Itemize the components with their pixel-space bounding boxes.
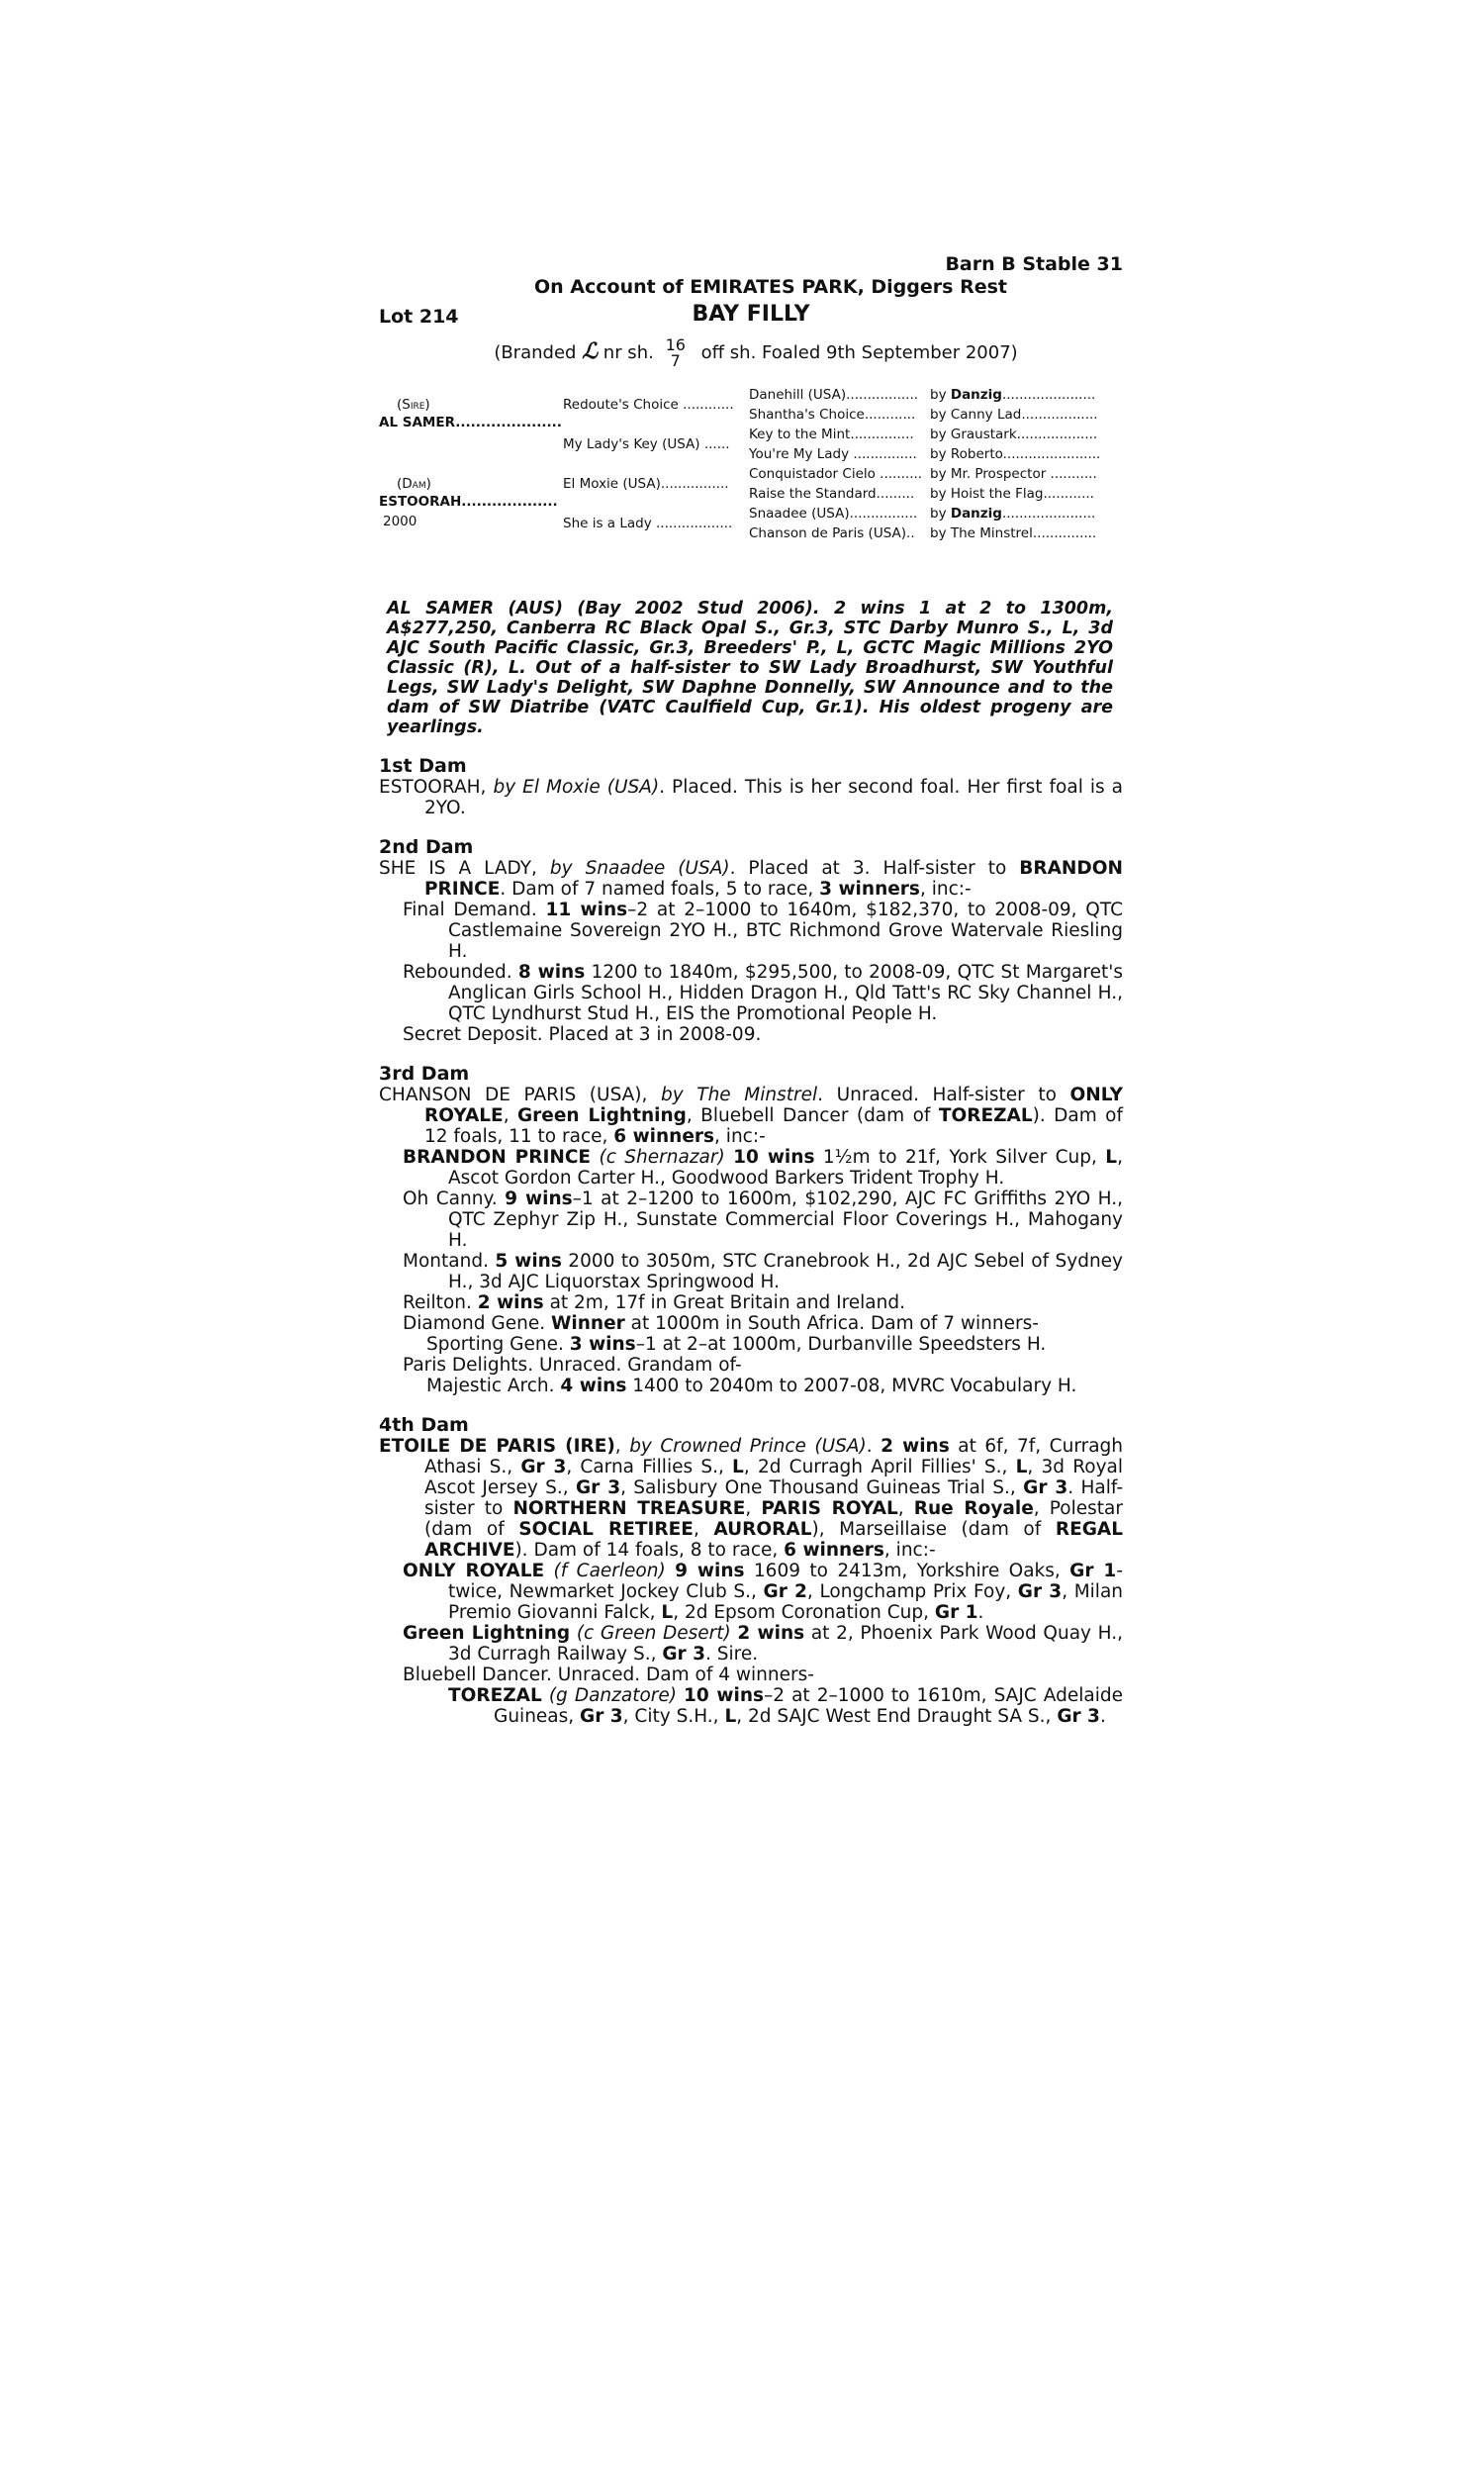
fourth-dam-gr3c: Gr 3 — [1023, 1477, 1068, 1498]
ped-g3-4-by: by — [930, 466, 947, 482]
ped-g3-1-by: by — [930, 407, 947, 423]
ped-g3-4-text: Mr. Prospector — [950, 466, 1047, 482]
progeny-grade: Gr 3 — [580, 1706, 623, 1727]
brand-line — [379, 332, 1123, 371]
progeny-record: –2 at 2–1000 to 1610m, SAJC Adelaide Guineas, — [494, 1685, 1123, 1727]
fourth-dam-heading: 4th Dam — [379, 1414, 469, 1436]
ped-g2-5: Raise the Standard......... — [749, 486, 915, 502]
progeny-name: Diamond Gene. — [403, 1313, 551, 1334]
progeny-entry — [379, 1376, 1123, 1396]
third-dam-b3: TOREZAL — [938, 1105, 1033, 1126]
progeny-name: Reilton. — [403, 1292, 478, 1313]
progeny-record: . — [977, 1602, 984, 1623]
brand-number-top: 16 — [665, 335, 686, 354]
catalogue-page — [379, 252, 1123, 1727]
fourth-dam-La: L — [732, 1457, 744, 1477]
progeny-wins: 5 wins — [495, 1251, 562, 1272]
progeny-sex: (c Green Desert) — [576, 1623, 731, 1644]
fourth-dam-sr: SOCIAL RETIREE — [518, 1519, 694, 1540]
ped-g3-1-text: Canny Lad — [950, 407, 1022, 423]
second-dam-bold1: BRANDON PRINCE — [424, 858, 1123, 900]
second-dam-text1: . Placed at 3. Half-sister to — [729, 858, 1020, 879]
ped-g3-7: by The Minstrel............... — [930, 525, 1097, 541]
fourth-dam-t11: ), Marseillaise (dam of — [811, 1519, 1056, 1540]
ped-g2-4: Conquistador Cielo .......... — [749, 466, 923, 482]
progeny-record: –2 at 2–1000 to 1640m, $182,370, to 2008-09, QTC Castlemaine Sovereign 2YO H., BTC Richmond Grove Watervale Riesling H. — [448, 900, 1123, 962]
first-dam-heading: 1st Dam — [379, 755, 467, 777]
second-dam-by: by Snaadee (USA) — [549, 858, 730, 879]
progeny-record: . Sire. — [704, 1644, 759, 1665]
second-dam-heading: 2nd Dam — [379, 836, 474, 858]
third-dam-t1: . Unraced. Half-sister to — [817, 1085, 1070, 1105]
progeny-grade: Gr 3 — [662, 1644, 705, 1665]
fourth-dam-gr3b: Gr 3 — [575, 1477, 621, 1498]
progeny-wins: 10 wins — [684, 1685, 765, 1706]
ped-g2-0: Danehill (USA)................. — [749, 387, 919, 403]
progeny-name: Sporting Gene. — [426, 1334, 570, 1355]
progeny-record: 1200 to 1840m, $295,500, to 2008-09, QTC St Margaret's Anglican Girls School H., Hidden Dragon H., Qld Tatt's RC Sky Channel H., QTC Lyndhurst Stud H., EIS the Promotional People H. — [448, 962, 1123, 1024]
third-dam-name: CHANSON DE PARIS (USA), — [379, 1085, 648, 1105]
dam-name: ESTOORAH................... — [379, 494, 558, 510]
lot-line — [379, 302, 1123, 332]
ped-g1-1: My Lady's Key (USA) ...... — [563, 436, 730, 452]
progeny-record: . — [1099, 1706, 1106, 1727]
ped-g1-3-text: She is a Lady — [563, 516, 652, 531]
ped-g2-7-text: Chanson de Paris (USA) — [749, 525, 907, 541]
fourth-dam-w6: 6 winners — [784, 1540, 884, 1561]
sire-name: AL SAMER..................... — [379, 415, 562, 430]
progeny-entry — [379, 1024, 1123, 1045]
dam-year: 2000 — [383, 514, 417, 529]
progeny-wins: 2 wins — [477, 1292, 544, 1313]
ped-g1-1-text: My Lady's Key (USA) — [563, 436, 700, 452]
progeny-sex: (f Caerleon) — [553, 1561, 666, 1581]
ped-g3-4: by Mr. Prospector ........... — [930, 466, 1097, 482]
fourth-dam-wins: 2 wins — [881, 1436, 950, 1457]
progeny-grade: Gr 3 — [1057, 1706, 1100, 1727]
progeny-wins: 2 wins — [737, 1623, 805, 1644]
sire-name-text: AL SAMER — [379, 415, 456, 430]
progeny-name: Majestic Arch. — [426, 1376, 561, 1396]
third-dam-t5: , inc:- — [714, 1126, 766, 1147]
progeny-entry — [379, 900, 1123, 962]
progeny-name: Paris Delights. Unraced. Grandam of- — [403, 1355, 742, 1376]
ped-g2-1-text: Shantha's Choice — [749, 407, 865, 423]
ped-g2-2-text: Key to the Mint — [749, 427, 851, 442]
first-dam-by: by El Moxie (USA) — [493, 777, 660, 798]
progeny-record: 1½m to 21f, York Silver Cup, — [814, 1147, 1106, 1168]
progeny-grade: Gr 2 — [763, 1581, 807, 1602]
progeny-name: Green Lightning — [403, 1623, 571, 1644]
progeny-record: , Milan Premio Giovanni Falck, — [448, 1581, 1124, 1623]
ped-g3-7-text: The Minstrel — [950, 525, 1033, 541]
progeny-grade: L — [724, 1706, 737, 1727]
vendor-account: On Account of EMIRATES PARK, Diggers Rest — [534, 276, 1007, 298]
fourth-dam-t7: , — [745, 1498, 762, 1519]
progeny-record: , Longchamp Prix Foy, — [806, 1581, 1018, 1602]
progeny-record: at 1000m in South Africa. Dam of 7 winners- — [624, 1313, 1039, 1334]
pedigree-table — [379, 375, 1123, 583]
third-dam-b1: ONLY ROYALE — [424, 1085, 1123, 1126]
ped-g3-5-by: by — [930, 486, 947, 502]
progeny-name: Rebounded. — [403, 962, 518, 983]
fourth-dam-t8: , — [897, 1498, 914, 1519]
progeny-entry — [379, 1623, 1123, 1665]
fourth-dam-au: AURORAL — [713, 1519, 812, 1540]
progeny-wins: 10 wins — [733, 1147, 815, 1168]
ped-g3-2-by: by — [930, 427, 947, 442]
progeny-entry — [379, 1355, 1123, 1376]
ped-g1-2: El Moxie (USA)................ — [563, 476, 729, 492]
catalogue-body — [379, 755, 1123, 1727]
third-dam-b4: 6 winners — [613, 1126, 715, 1147]
ped-g2-2: Key to the Mint............... — [749, 427, 914, 442]
ped-g3-0-by: by — [930, 387, 947, 403]
second-dam-paragraph — [379, 858, 1123, 900]
ped-g1-0: Redoute's Choice ............ — [563, 397, 734, 413]
progeny-record: 1400 to 2040m to 2007-08, MVRC Vocabulary H. — [626, 1376, 1077, 1396]
progeny-record: at 2, Phoenix Park Wood Quay H., 3d Curragh Railway S., — [448, 1623, 1123, 1665]
horse-description: BAY FILLY — [692, 302, 810, 327]
brand-pre: (Branded — [494, 342, 577, 363]
third-dam-paragraph — [379, 1085, 1123, 1147]
progeny-entry — [379, 1561, 1123, 1623]
ped-g2-0-text: Danehill (USA) — [749, 387, 847, 403]
fourth-dam-name: ETOILE DE PARIS (IRE) — [379, 1436, 615, 1457]
progeny-grade: Gr 1 — [1069, 1561, 1117, 1581]
brand-post: off sh. Foaled 9th September 2007) — [700, 342, 1018, 363]
fourth-dam-by: by Crowned Prince (USA) — [629, 1436, 867, 1457]
fourth-dam-paragraph: ETOILE DE PARIS (IRE), by Crowned Prince (USA). 2 wins at 6f, 7f, Curragh Athasi S., Gr 3, Carna Fillies S., L, 2d Curragh April Fillies' S., L, 3d Royal Ascot Jersey S., Gr 3, Salisbury One Thousand Guineas Trial S., Gr 3. Half-sister to NORTHERN TREASURE, PARIS ROYAL, Rue Royale, Polestar (dam of SOCIAL RETIREE, AURORAL), Marseillaise (dam of REGAL ARCHIVE). Dam of 14 foals, 8 to race, 6 winners, inc:- — [379, 1436, 1124, 1561]
fourth-dam-t9: , Polestar (dam of — [424, 1498, 1123, 1540]
ped-g3-0-text: Danzig — [950, 387, 1002, 403]
progeny-entry — [379, 1685, 1123, 1727]
fourth-dam-t1: at 6f, 7f, Curragh Athasi S., — [424, 1436, 1124, 1477]
ped-g1-3: She is a Lady .................. — [563, 516, 733, 531]
progeny-entry — [379, 962, 1123, 1024]
progeny-wins: Winner — [551, 1313, 625, 1334]
progeny-wins: 11 wins — [545, 900, 628, 920]
fourth-dam-t10: , — [693, 1519, 714, 1540]
progeny-name: Final Demand. — [403, 900, 546, 920]
ped-g3-6-by: by — [930, 506, 947, 522]
progeny-entry — [379, 1189, 1123, 1251]
progeny-grade: Gr 1 — [934, 1602, 978, 1623]
ped-g2-3: You're My Lady ............... — [749, 446, 917, 462]
third-dam-t4: ). Dam of 12 foals, 11 to race, — [424, 1105, 1123, 1147]
progeny-record: , Ascot Gordon Carter H., Goodwood Barkers Trident Trophy H. — [448, 1147, 1123, 1189]
progeny-name: TOREZAL — [448, 1685, 542, 1706]
progeny-record: Placed at 3 in 2008-09. — [548, 1024, 762, 1045]
ped-g3-6-text: Danzig — [950, 506, 1002, 522]
sire-summary: AL SAMER (AUS) (Bay 2002 Stud 2006). 2 wins 1 at 2 to 1300m, A$277,250, Canberra RC Black Opal S., Gr.3, STC Darby Munro S., L, 3d AJC South Pacific Classic, Gr.3, Breeders' P., L, GCTC Magic Millions 2YO Classic (R), L. Out of a half-sister to SW Lady Broadhurst, SW Youthful Legs, SW Lady's Delight, SW Daphne Donnelly, SW Announce and to the dam of SW Diatribe (VATC Caulfield Cup, Gr.1). His oldest progeny are yearlings. — [387, 599, 1113, 737]
fourth-dam-t3: , 2d Curragh April Fillies' S., — [743, 1457, 1016, 1477]
barn-stable: Barn B Stable 31 — [945, 253, 1123, 275]
progeny-entry — [379, 1665, 1123, 1685]
progeny-grade: Gr 3 — [1017, 1581, 1063, 1602]
progeny-entry — [379, 1292, 1123, 1313]
progeny-entry — [379, 1313, 1123, 1334]
third-dam-by: by The Minstrel — [661, 1085, 818, 1105]
ped-g3-5: by Hoist the Flag............ — [930, 486, 1094, 502]
third-dam-heading: 3rd Dam — [379, 1063, 470, 1085]
second-dam-name: SHE IS A LADY, — [379, 858, 537, 879]
progeny-name: Secret Deposit. — [403, 1024, 549, 1045]
first-dam-paragraph — [379, 777, 1123, 818]
progeny-name: Oh Canny. — [403, 1189, 506, 1209]
progeny-name: ONLY ROYALE — [403, 1561, 545, 1581]
ped-g3-6: by Danzig...................... — [930, 506, 1096, 522]
progeny-wins: 8 wins — [517, 962, 586, 983]
ped-g3-3-by: by — [930, 446, 947, 462]
ped-g2-1: Shantha's Choice............ — [749, 407, 916, 423]
progeny-wins: 3 wins — [569, 1334, 636, 1355]
progeny-record: –1 at 2–1200 to 1600m, $102,290, AJC FC Griffiths 2YO H., QTC Zephyr Zip H., Sunstate Commercial Floor Coverings H., Mahogany H. — [448, 1189, 1123, 1251]
fourth-dam-t13: , inc:- — [883, 1540, 936, 1561]
fourth-dam-nt: NORTHERN TREASURE — [512, 1498, 746, 1519]
ped-g2-6-text: Snaadee (USA) — [749, 506, 850, 522]
brand-number-bottom: 7 — [670, 351, 681, 370]
ped-g2-6: Snaadee (USA)................ — [749, 506, 918, 522]
progeny-wins: 9 wins — [505, 1189, 573, 1209]
ped-g3-3: by Roberto....................... — [930, 446, 1101, 462]
progeny-entry — [379, 1147, 1123, 1189]
ped-g1-0-text: Redoute's Choice — [563, 397, 679, 413]
fourth-dam-t6: . Half-sister to — [424, 1477, 1124, 1519]
dam-label: (Dam) — [397, 476, 431, 492]
fourth-dam-Lb: L — [1015, 1457, 1028, 1477]
progeny-record: , 2d SAJC West End Draught SA S., — [736, 1706, 1058, 1727]
progeny-name: Montand. — [403, 1251, 496, 1272]
fourth-dam-t5: , Salisbury One Thousand Guineas Trial S., — [620, 1477, 1024, 1498]
fourth-dam-gr3a: Gr 3 — [520, 1457, 567, 1477]
progeny-sex: (g Danzatore) — [548, 1685, 677, 1706]
sire-label: (Sire) — [397, 397, 430, 413]
lot-number: Lot 214 — [379, 306, 459, 328]
progeny-wins: 9 wins — [675, 1561, 745, 1581]
progeny-record: at 2m, 17f in Great Britain and Ireland. — [543, 1292, 905, 1313]
progeny-record: , City S.H., — [622, 1706, 725, 1727]
progeny-grade: L — [661, 1602, 674, 1623]
ped-g3-0: by Danzig...................... — [930, 387, 1096, 403]
progeny-entry — [379, 1251, 1123, 1292]
progeny-record: 1609 to 2413m, Yorkshire Oaks, — [744, 1561, 1070, 1581]
ped-g3-2: by Graustark................... — [930, 427, 1098, 442]
progeny-name: BRANDON PRINCE — [403, 1147, 592, 1168]
fourth-dam-ra: REGAL ARCHIVE — [424, 1519, 1124, 1561]
fourth-dam-rr: Rue Royale — [913, 1498, 1034, 1519]
progeny-record: –1 at 2–at 1000m, Durbanville Speedsters H. — [635, 1334, 1047, 1355]
progeny-record: -twice, Newmarket Jockey Club S., — [448, 1561, 1123, 1602]
second-dam-bold2: 3 winners — [819, 879, 920, 900]
brand-mark-icon: ℒ — [582, 338, 599, 364]
ped-g3-1: by Canny Lad.................. — [930, 407, 1098, 423]
progeny-record: 2000 to 3050m, STC Cranebrook H., 2d AJC Sebel of Sydney H., 3d AJC Liquorstax Springwood H. — [448, 1251, 1124, 1292]
ped-g2-4-text: Conquistador Cielo — [749, 466, 876, 482]
fourth-dam-pr: PARIS ROYAL — [761, 1498, 898, 1519]
progeny-record: , 2d Epsom Coronation Cup, — [673, 1602, 935, 1623]
third-dam-t3: , Bluebell Dancer (dam of — [686, 1105, 939, 1126]
ped-g2-7: Chanson de Paris (USA).. — [749, 525, 915, 541]
ped-g3-7-by: by — [930, 525, 947, 541]
first-dam-text: . Placed. This is her second foal. Her first foal is a 2YO. — [424, 777, 1123, 818]
ped-g2-3-text: You're My Lady — [749, 446, 850, 462]
second-dam-text3: , inc:- — [919, 879, 972, 900]
first-dam-name: ESTOORAH, — [379, 777, 487, 798]
progeny-wins: 4 wins — [560, 1376, 627, 1396]
dam-name-text: ESTOORAH — [379, 494, 462, 510]
progeny-entry — [379, 1334, 1123, 1355]
second-dam-text2: . Dam of 7 named foals, 5 to race, — [500, 879, 820, 900]
fourth-dam-t2: , Carna Fillies S., — [566, 1457, 733, 1477]
fourth-dam-t12: ). Dam of 14 foals, 8 to race, — [514, 1540, 785, 1561]
fourth-dam-t4: , 3d Royal Ascot Jersey S., — [424, 1457, 1123, 1498]
progeny-sex: (c Shernazar) — [599, 1147, 725, 1168]
third-dam-b2: Green Lightning — [517, 1105, 687, 1126]
ped-g1-2-text: El Moxie (USA) — [563, 476, 661, 492]
ped-g3-3-text: Roberto — [950, 446, 1003, 462]
ped-g3-2-text: Graustark — [950, 427, 1017, 442]
brand-nr: nr sh. — [603, 342, 654, 363]
brand-number — [666, 337, 686, 369]
ped-g3-5-text: Hoist the Flag — [950, 486, 1044, 502]
progeny-grade: L — [1105, 1147, 1118, 1168]
third-dam-t2: , — [503, 1105, 517, 1126]
progeny-name: Bluebell Dancer. Unraced. Dam of 4 winners- — [403, 1665, 814, 1685]
ped-g2-5-text: Raise the Standard — [749, 486, 877, 502]
